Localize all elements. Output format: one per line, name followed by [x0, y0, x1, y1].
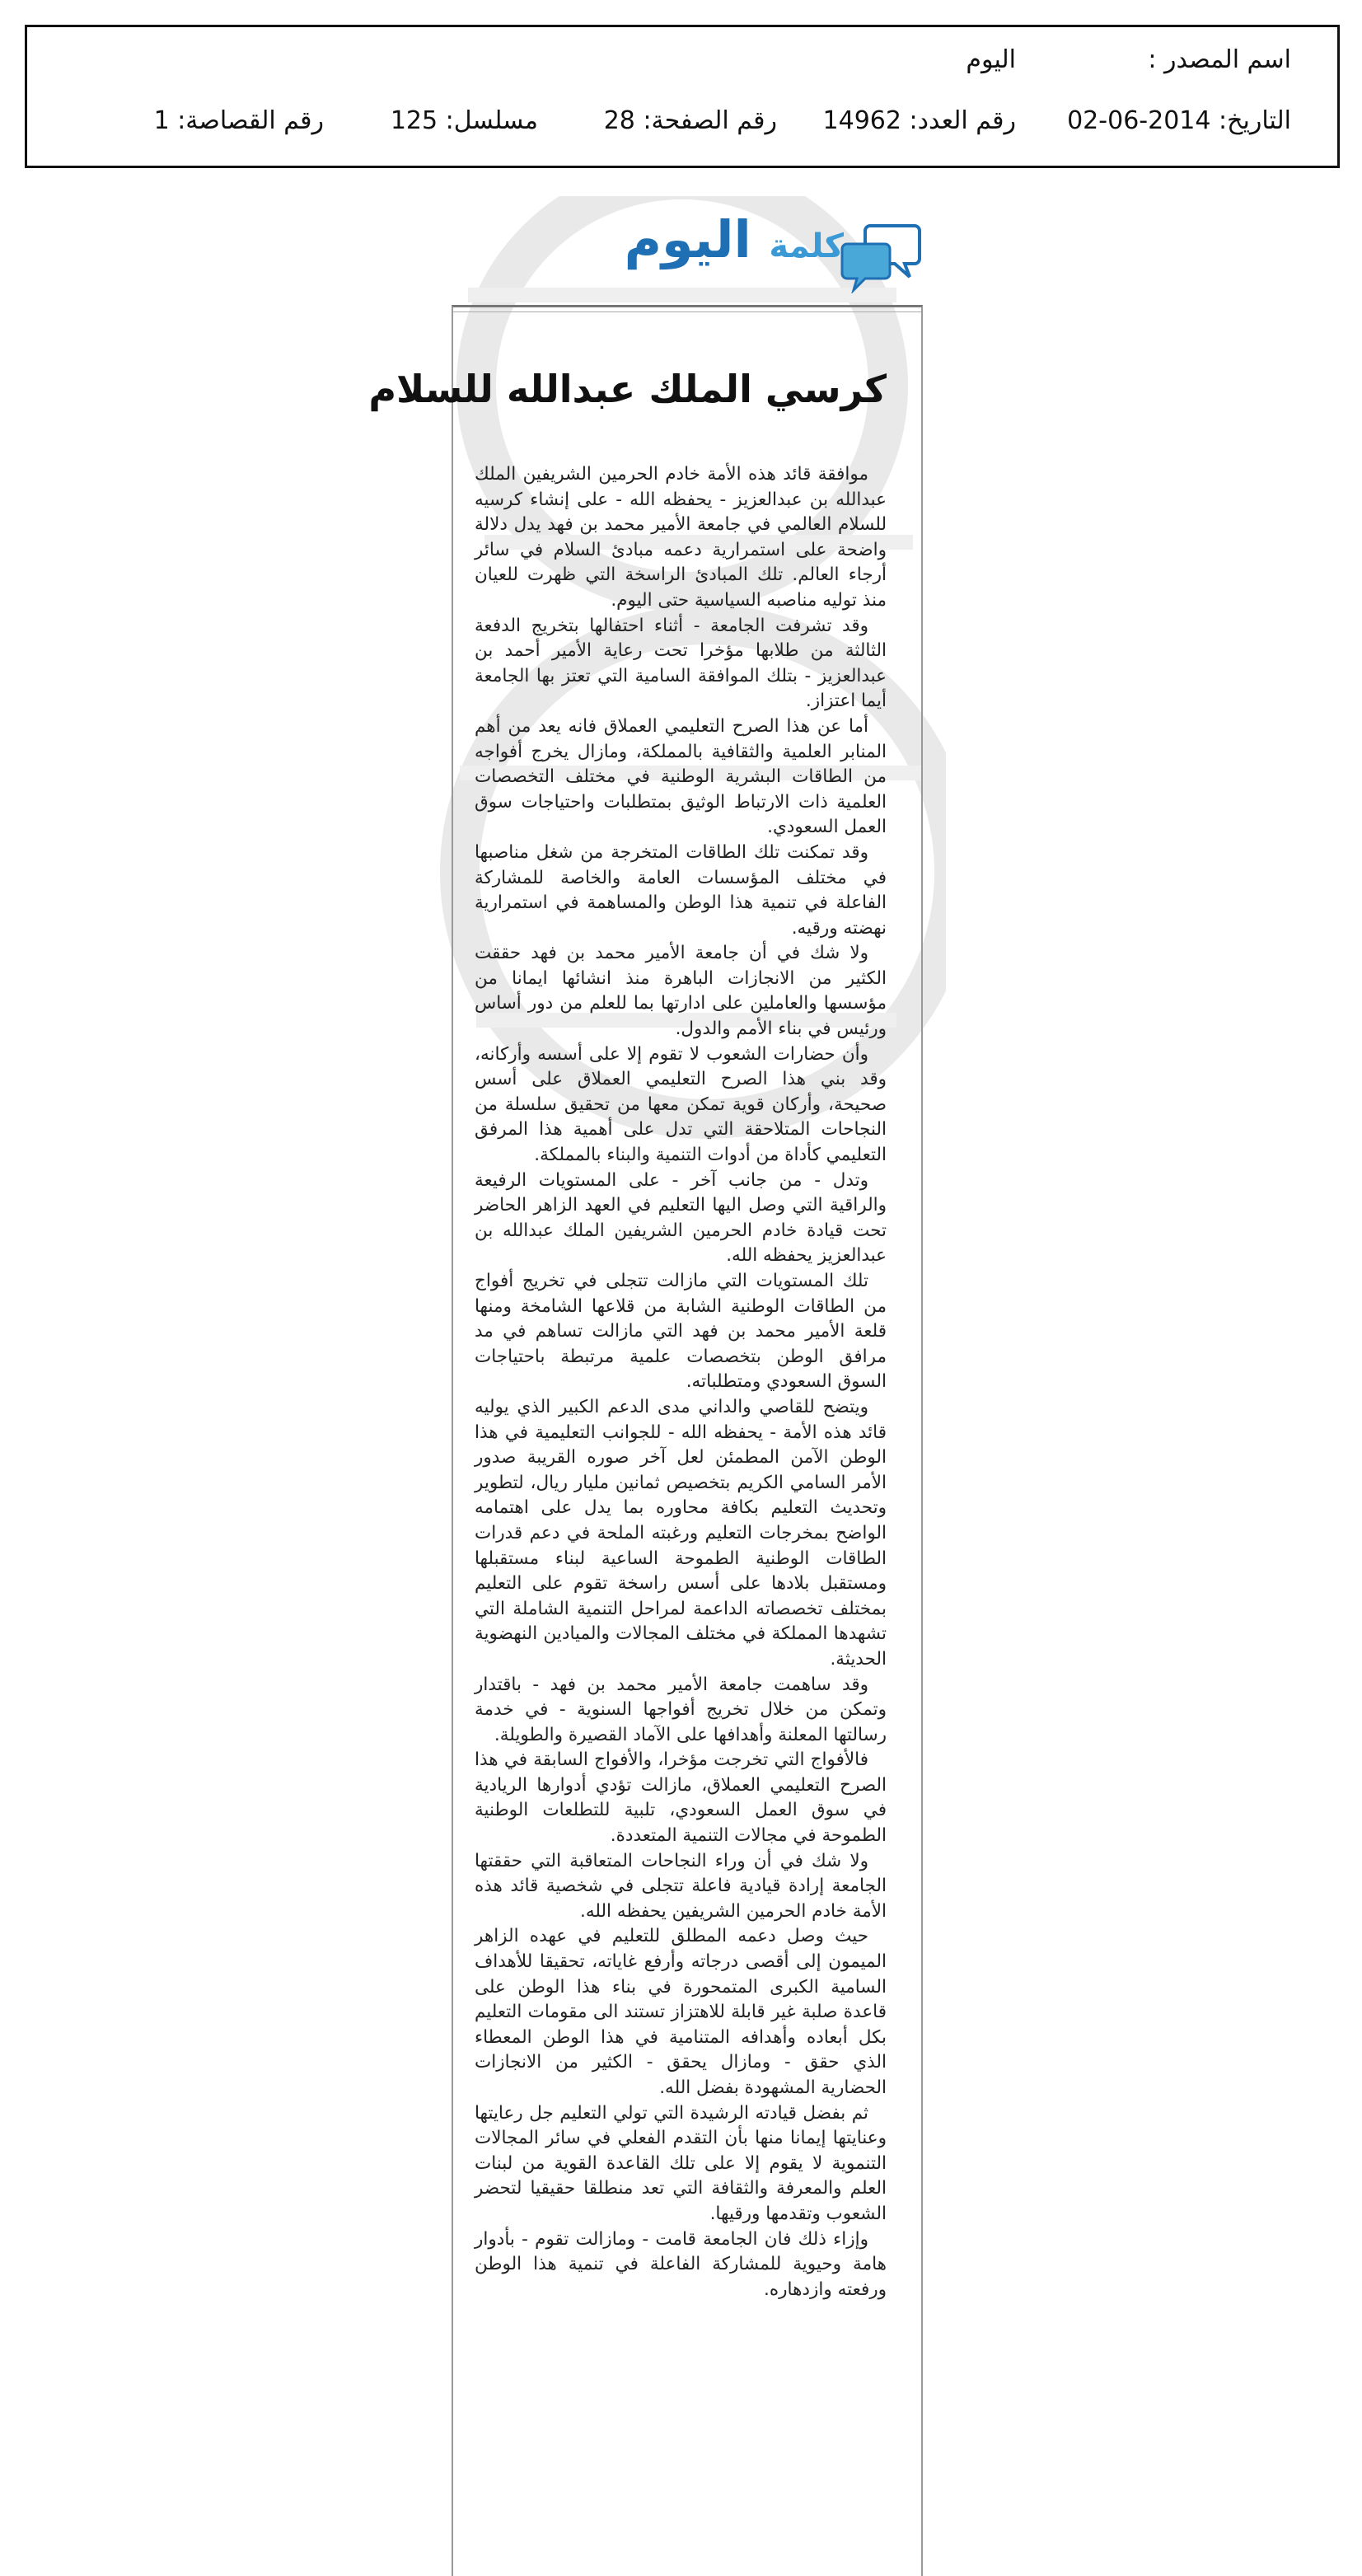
article-body — [475, 462, 887, 2302]
article-paragraph: وقد تشرفت الجامعة - أثناء احتفالها بتخريج الدفعة الثالثة من طلابها مؤخرا تحت رعاية الأمير أحمد بن عبدالعزيز - بتلك الموافقة السامية التي تعتز بها الجامعة أيما اعتزاز. — [475, 615, 887, 712]
article-paragraph: وأن حضارات الشعوب لا تقوم إلا على أسسه وأركانه، وقد بني هذا الصرح التعليمي العملاق على أسس صحيحة، وأركان قوية تمكن معها من تحقيق سلسلة من النجاحات المتلاحقة التي تدل على أهمية هذا المرفق التعليمي كأداة من أدوات التنمية والبناء بالمملكة. — [475, 1043, 887, 1166]
article-frame — [368, 305, 923, 2576]
article-paragraph: موافقة قائد هذه الأمة خادم الحرمين الشريفين الملك عبدالله بن عبدالعزيز - يحفظه الله - على إنشاء كرسيه للسلام العالمي في جامعة الأمير محمد بن فهد يدل دلالة واضحة على استمرارية دعمه مبادئ السلام في سائر أرجاء العالم. تلك المبادئ الراسخة التي ظهرت للعيان منذ توليه مناصبه السياسية حتى اليوم. — [475, 464, 887, 611]
article-paragraph: ولا شك في أن وراء النجاحات المتعاقبة التي حققتها الجامعة إرادة قيادية فاعلة تتجلى في شخصية قائد هذه الأمة خادم الحرمين الشريفين يحفظه الله. — [475, 1850, 887, 1922]
article-paragraph: وإزاء ذلك فان الجامعة قامت - ومازالت تقوم - بأدوار هامة وحيوية للمشاركة الفاعلة في تنمية هذا الوطن ورفعته وازدهاره. — [475, 2228, 887, 2300]
article-title: كرسي الملك عبدالله للسلام — [368, 367, 887, 411]
logo-wordmark — [625, 211, 844, 275]
issue-number: رقم العدد: 14962 — [822, 106, 1016, 135]
article-paragraph: ثم بفضل قيادته الرشيدة التي تولي التعليم جل رعايتها وعنايتها إيمانا منها بأن التقدم الفعلي في سائر المجالات التنموية لا يقوم إلا على تلك القاعدة القوية من لبنات العلم والمعرفة والثقافة التي تعد منطلقا حقيقيا لتحضر الشعوب وتقدمها ورقيها. — [475, 2102, 887, 2224]
article-paragraph: فالأفواج التي تخرجت مؤخرا، والأفواج السابقة في هذا الصرح التعليمي العملاق، مازالت تؤدي أدوارها الريادية في سوق العمل السعودي، تلبية للتطلعات الوطنية الطموحة في مجالات التنمية المتعددة. — [475, 1749, 887, 1847]
clip-number: رقم القصاصة: 1 — [153, 106, 324, 135]
page-number: رقم الصفحة: 28 — [603, 106, 777, 135]
article-paragraph: وقد تمكنت تلك الطاقات المتخرجة من شغل مناصبها في مختلف المؤسسات العامة والخاصة للمشاركة الفاعلة في تنمية هذا الوطن والمساهمة في استمرارية نهضته ورقيه. — [475, 841, 887, 939]
date-field: التاريخ: 2014-06-02 — [1067, 106, 1291, 135]
article-paragraph: تلك المستويات التي مازالت تتجلى في تخريج أفواج من الطاقات الوطنية الشابة من قلاعها الشامخة ومنها قلعة الأمير محمد بن فهد التي مازالت تساهم في مد مرافق الوطن بتخصصات علمية مرتبطة باحتياجات السوق السعودي ومتطلباته. — [475, 1271, 887, 1393]
article-paragraph: وقد ساهمت جامعة الأمير محمد بن فهد - باقتدار وتمكن من خلال تخريج أفواجها السنوية - في خدمة رسالتها المعلنة وأهدافها على الآماد القصيرة والطويلة. — [475, 1674, 887, 1745]
details-row — [27, 106, 1337, 139]
article-paragraph: حيث وصل دعمه المطلق للتعليم في عهده الزاهر الميمون إلى أقصى درجاته وأرفع غاياته، تحقيقا للأهداف السامية الكبرى المتمحورة في بناء هذا الوطن على قاعدة صلبة غير قابلة للاهتزاز تستند الى مقومات التعليم بكل أبعاده وأهدافه المتنامية في هذا الوطن المعطاء الذي حقق - ومازال يحقق - الكثير من الانجازات الحضارية المشهودة بفضل الله. — [475, 1926, 887, 2098]
source-info-box — [25, 25, 1340, 168]
source-label: اسم المصدر : — [1148, 45, 1291, 74]
newspaper-logo — [452, 196, 923, 305]
article-paragraph: وتدل - من جانب آخر - على المستويات الرفيعة والراقية التي وصل اليها التعليم في العهد الزاهر الحاضر تحت قيادة خادم الحرمين الشريفين الملك عبدالله بن عبدالعزيز يحفظه الله. — [475, 1169, 887, 1267]
source-value: اليوم — [966, 45, 1016, 74]
source-row — [27, 45, 1337, 78]
newspaper-clipping — [368, 196, 923, 2576]
logo-prefix: كلمة — [769, 227, 844, 265]
article-paragraph: ولا شك في أن جامعة الأمير محمد بن فهد حققت الكثير من الانجازات الباهرة منذ انشائها ايمانا من مؤسسها والعاملين على ادارتها بما للعلم من دور أساس ورئيس في بناء الأمم والدول. — [475, 943, 887, 1040]
article-paragraph: أما عن هذا الصرح التعليمي العملاق فانه يعد من أهم المنابر العلمية والثقافية بالمملكة، ومازال يخرج أفواجه من الطاقات البشرية الوطنية في مختلف التخصصات العلمية ذات الارتباط الوثيق بمتطلبات واحتياجات سوق العمل السعودي. — [475, 715, 887, 838]
article-paragraph: ويتضح للقاصي والداني مدى الدعم الكبير الذي يوليه قائد هذه الأمة - يحفظه الله - للجوانب التعليمية في هذا الوطن الآمن المطمئن لعل آخر صوره القريبة صدور الأمر السامي الكريم بتخصيص ثمانين مليار ريال، لتطوير وتحديث التعليم بكافة محاوره بما يدل على اهتمامه الواضح بمخرجات التعليم ورغبته الملحة في دعم قدرات الطاقات الوطنية الطموحة الساعية لبناء مستقبلها ومستقبل بلادها على أسس راسخة تقوم على التعليم بمختلف تخصصاته الداعمة لمراحل التنمية الشاملة التي تشهدها المملكة في مختلف المجالات والميادين النهضوية الحديثة. — [475, 1396, 887, 1670]
speech-bubbles-icon — [839, 219, 921, 293]
serial-number: مسلسل: 125 — [390, 106, 538, 135]
logo-main: اليوم — [624, 209, 751, 269]
